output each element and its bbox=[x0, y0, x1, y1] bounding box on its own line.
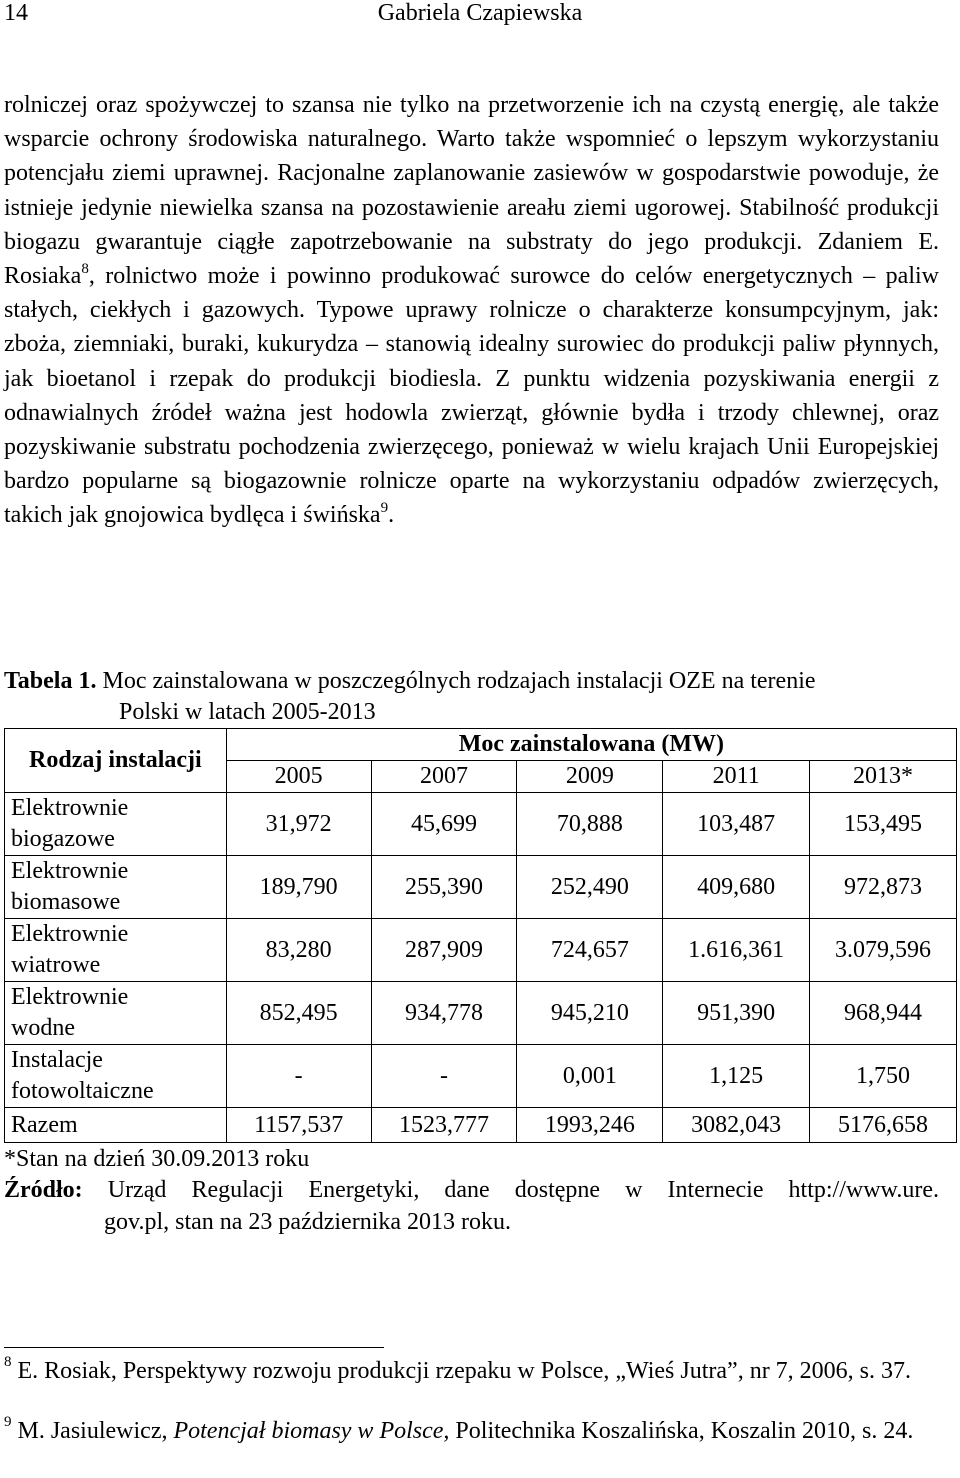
table-row bbox=[5, 1045, 957, 1108]
table-cell: 1,125 bbox=[663, 1045, 810, 1108]
table-cell: 5176,658 bbox=[810, 1108, 957, 1143]
table-row bbox=[5, 919, 957, 982]
row-label-line2: fotowoltaiczne bbox=[11, 1078, 154, 1104]
table-cell: 252,490 bbox=[517, 856, 663, 919]
source-word: Regulacji bbox=[191, 1177, 284, 1203]
table-cell: 103,487 bbox=[663, 793, 810, 856]
table-cell: 724,657 bbox=[517, 919, 663, 982]
table-row bbox=[5, 793, 957, 856]
table-cell: 1157,537 bbox=[226, 1108, 371, 1143]
table-cell: 1.616,361 bbox=[663, 919, 810, 982]
col-header-installed-capacity: Moc zainstalowana (MW) bbox=[226, 729, 956, 761]
table-cell: 972,873 bbox=[810, 856, 957, 919]
table-cell: 1523,777 bbox=[371, 1108, 517, 1143]
table-caption-line2: Polski w latach 2005-2013 bbox=[119, 699, 376, 725]
source-word: Urząd bbox=[107, 1177, 167, 1203]
body-text-part1: rolniczej oraz spożywczej to szansa nie tylko na przetworzenie ich na czystą energię, ale także wsparcie ochrony środowiska naturalnego. Warto także wspomnieć o lepszym wykorzystaniu potencjału ziemi uprawnej. Racjonalne zaplanowanie zasiewów w gospodarstwie powoduje, że istnieje jedynie niewielka szansa na pozostawienie areału ziemi ugorowej. Stabilność produkcji biogazu gwarantuje ciągłe zapotrzebowanie na substraty do jego produkcji. Zdaniem E. Rosiaka bbox=[4, 92, 939, 290]
table-total-row bbox=[5, 1108, 957, 1143]
table-cell: 255,390 bbox=[371, 856, 517, 919]
table-row bbox=[5, 982, 957, 1045]
source-label: Źródło: bbox=[4, 1177, 83, 1203]
table-cell: 1,750 bbox=[810, 1045, 957, 1108]
source-word: dane bbox=[444, 1177, 490, 1203]
source-line1 bbox=[4, 1174, 939, 1206]
row-label-line2: biomasowe bbox=[11, 889, 121, 915]
table-cell: - bbox=[226, 1045, 371, 1108]
row-label-line1: Elektrownie bbox=[11, 858, 129, 884]
footnote-8 bbox=[4, 1356, 939, 1386]
row-label bbox=[5, 982, 227, 1045]
row-label bbox=[5, 856, 227, 919]
footnote-8-text: E. Rosiak, Perspektywy rozwoju produkcji rzepaku w Polsce, „Wieś Jutra”, nr 7, 2006, s. 37. bbox=[17, 1358, 912, 1384]
table-cell: 0,001 bbox=[517, 1045, 663, 1108]
row-label bbox=[5, 1045, 227, 1108]
table-cell: 3.079,596 bbox=[810, 919, 957, 982]
year-header: 2013* bbox=[810, 761, 957, 793]
table-source bbox=[4, 1174, 939, 1238]
table-cell: - bbox=[371, 1045, 517, 1108]
footnote-mark-8: 8 bbox=[4, 1354, 12, 1370]
source-word: w bbox=[625, 1177, 643, 1203]
footnote-9-author: M. Jasiulewicz, bbox=[17, 1418, 174, 1444]
row-label-line2: wodne bbox=[11, 1015, 75, 1041]
table-cell: 287,909 bbox=[371, 919, 517, 982]
footnote-separator bbox=[4, 1347, 384, 1348]
table-cell: 45,699 bbox=[371, 793, 517, 856]
source-word: Internecie bbox=[667, 1177, 764, 1203]
table-cell: 945,210 bbox=[517, 982, 663, 1045]
body-paragraph bbox=[4, 88, 939, 533]
table-cell: 934,778 bbox=[371, 982, 517, 1045]
row-label-line2: biogazowe bbox=[11, 826, 115, 852]
running-head: Gabriela Czapiewska bbox=[377, 0, 583, 26]
row-label-line2: wiatrowe bbox=[11, 952, 101, 978]
year-header: 2007 bbox=[371, 761, 517, 793]
page-number: 14 bbox=[4, 0, 28, 26]
table-row bbox=[5, 856, 957, 919]
source-line2: gov.pl, stan na 23 października 2013 roku. bbox=[104, 1209, 512, 1235]
row-label bbox=[5, 919, 227, 982]
table-caption bbox=[4, 666, 939, 728]
table-cell: 968,944 bbox=[810, 982, 957, 1045]
footnote-ref-9[interactable]: 9 bbox=[380, 500, 389, 517]
year-header: 2011 bbox=[663, 761, 810, 793]
table-cell: 189,790 bbox=[226, 856, 371, 919]
year-header: 2005 bbox=[226, 761, 371, 793]
table-cell: 153,495 bbox=[810, 793, 957, 856]
table-cell: 31,972 bbox=[226, 793, 371, 856]
footnote-9-title: Potencjał biomasy w Polsce, bbox=[173, 1418, 450, 1444]
total-label: Razem bbox=[5, 1108, 227, 1143]
source-word: Energetyki, bbox=[308, 1177, 420, 1203]
footnote-9-rest: Politechnika Koszalińska, Koszalin 2010, s. 24. bbox=[449, 1418, 914, 1444]
table-header-row bbox=[5, 729, 957, 761]
table-cell: 852,495 bbox=[226, 982, 371, 1045]
body-text-part3: . bbox=[388, 502, 395, 529]
table-cell: 951,390 bbox=[663, 982, 810, 1045]
table-cell: 409,680 bbox=[663, 856, 810, 919]
table-cell: 3082,043 bbox=[663, 1108, 810, 1143]
body-text-part2: , rolnictwo może i powinno produkować surowce do celów energetycznych – paliw stałych, ciekłych i gazowych. Typowe uprawy rolnicze o charakterze konsumpcyjnym, jak: zboża, ziemniaki, buraki, kukurydza – stanowią idealny surowiec do produkcji paliw płynnych, jak bioetanol i rzepak do produkcji biodiesla. Z punktu widzenia pozyskiwania energii z odnawialnych źródeł ważna jest hodowla zwierząt, głównie bydła i trzody chlewnej, oraz pozyskiwanie substratu pochodzenia zwierzęcego, ponieważ w wielu krajach Unii Europejskiej bardzo popularne są biogazownie rolnicze oparte na wykorzystaniu odpadów zwierzęcych, takich jak gnojowica bydlęca i świńska bbox=[4, 263, 939, 529]
table-cell: 83,280 bbox=[226, 919, 371, 982]
row-label bbox=[5, 793, 227, 856]
col-header-installation-type: Rodzaj instalacji bbox=[5, 729, 227, 793]
table-caption-label: Tabela 1. bbox=[4, 668, 97, 694]
year-header: 2009 bbox=[517, 761, 663, 793]
footnote-ref-8[interactable]: 8 bbox=[81, 261, 89, 278]
row-label-line1: Elektrownie bbox=[11, 984, 129, 1010]
table-cell: 1993,246 bbox=[517, 1108, 663, 1143]
source-url[interactable]: http://www.ure. bbox=[788, 1177, 939, 1203]
row-label-line1: Elektrownie bbox=[11, 795, 129, 821]
table-note: *Stan na dzień 30.09.2013 roku bbox=[4, 1146, 310, 1172]
table-caption-line1: Moc zainstalowana w poszczególnych rodzajach instalacji OZE na terenie bbox=[102, 668, 816, 694]
installed-capacity-table bbox=[4, 728, 957, 1143]
footnote-mark-9: 9 bbox=[4, 1414, 12, 1430]
table-cell: 70,888 bbox=[517, 793, 663, 856]
row-label-line1: Instalacje bbox=[11, 1047, 103, 1073]
source-word: dostępne bbox=[514, 1177, 601, 1203]
footnote-9 bbox=[4, 1416, 939, 1446]
row-label-line1: Elektrownie bbox=[11, 921, 129, 947]
